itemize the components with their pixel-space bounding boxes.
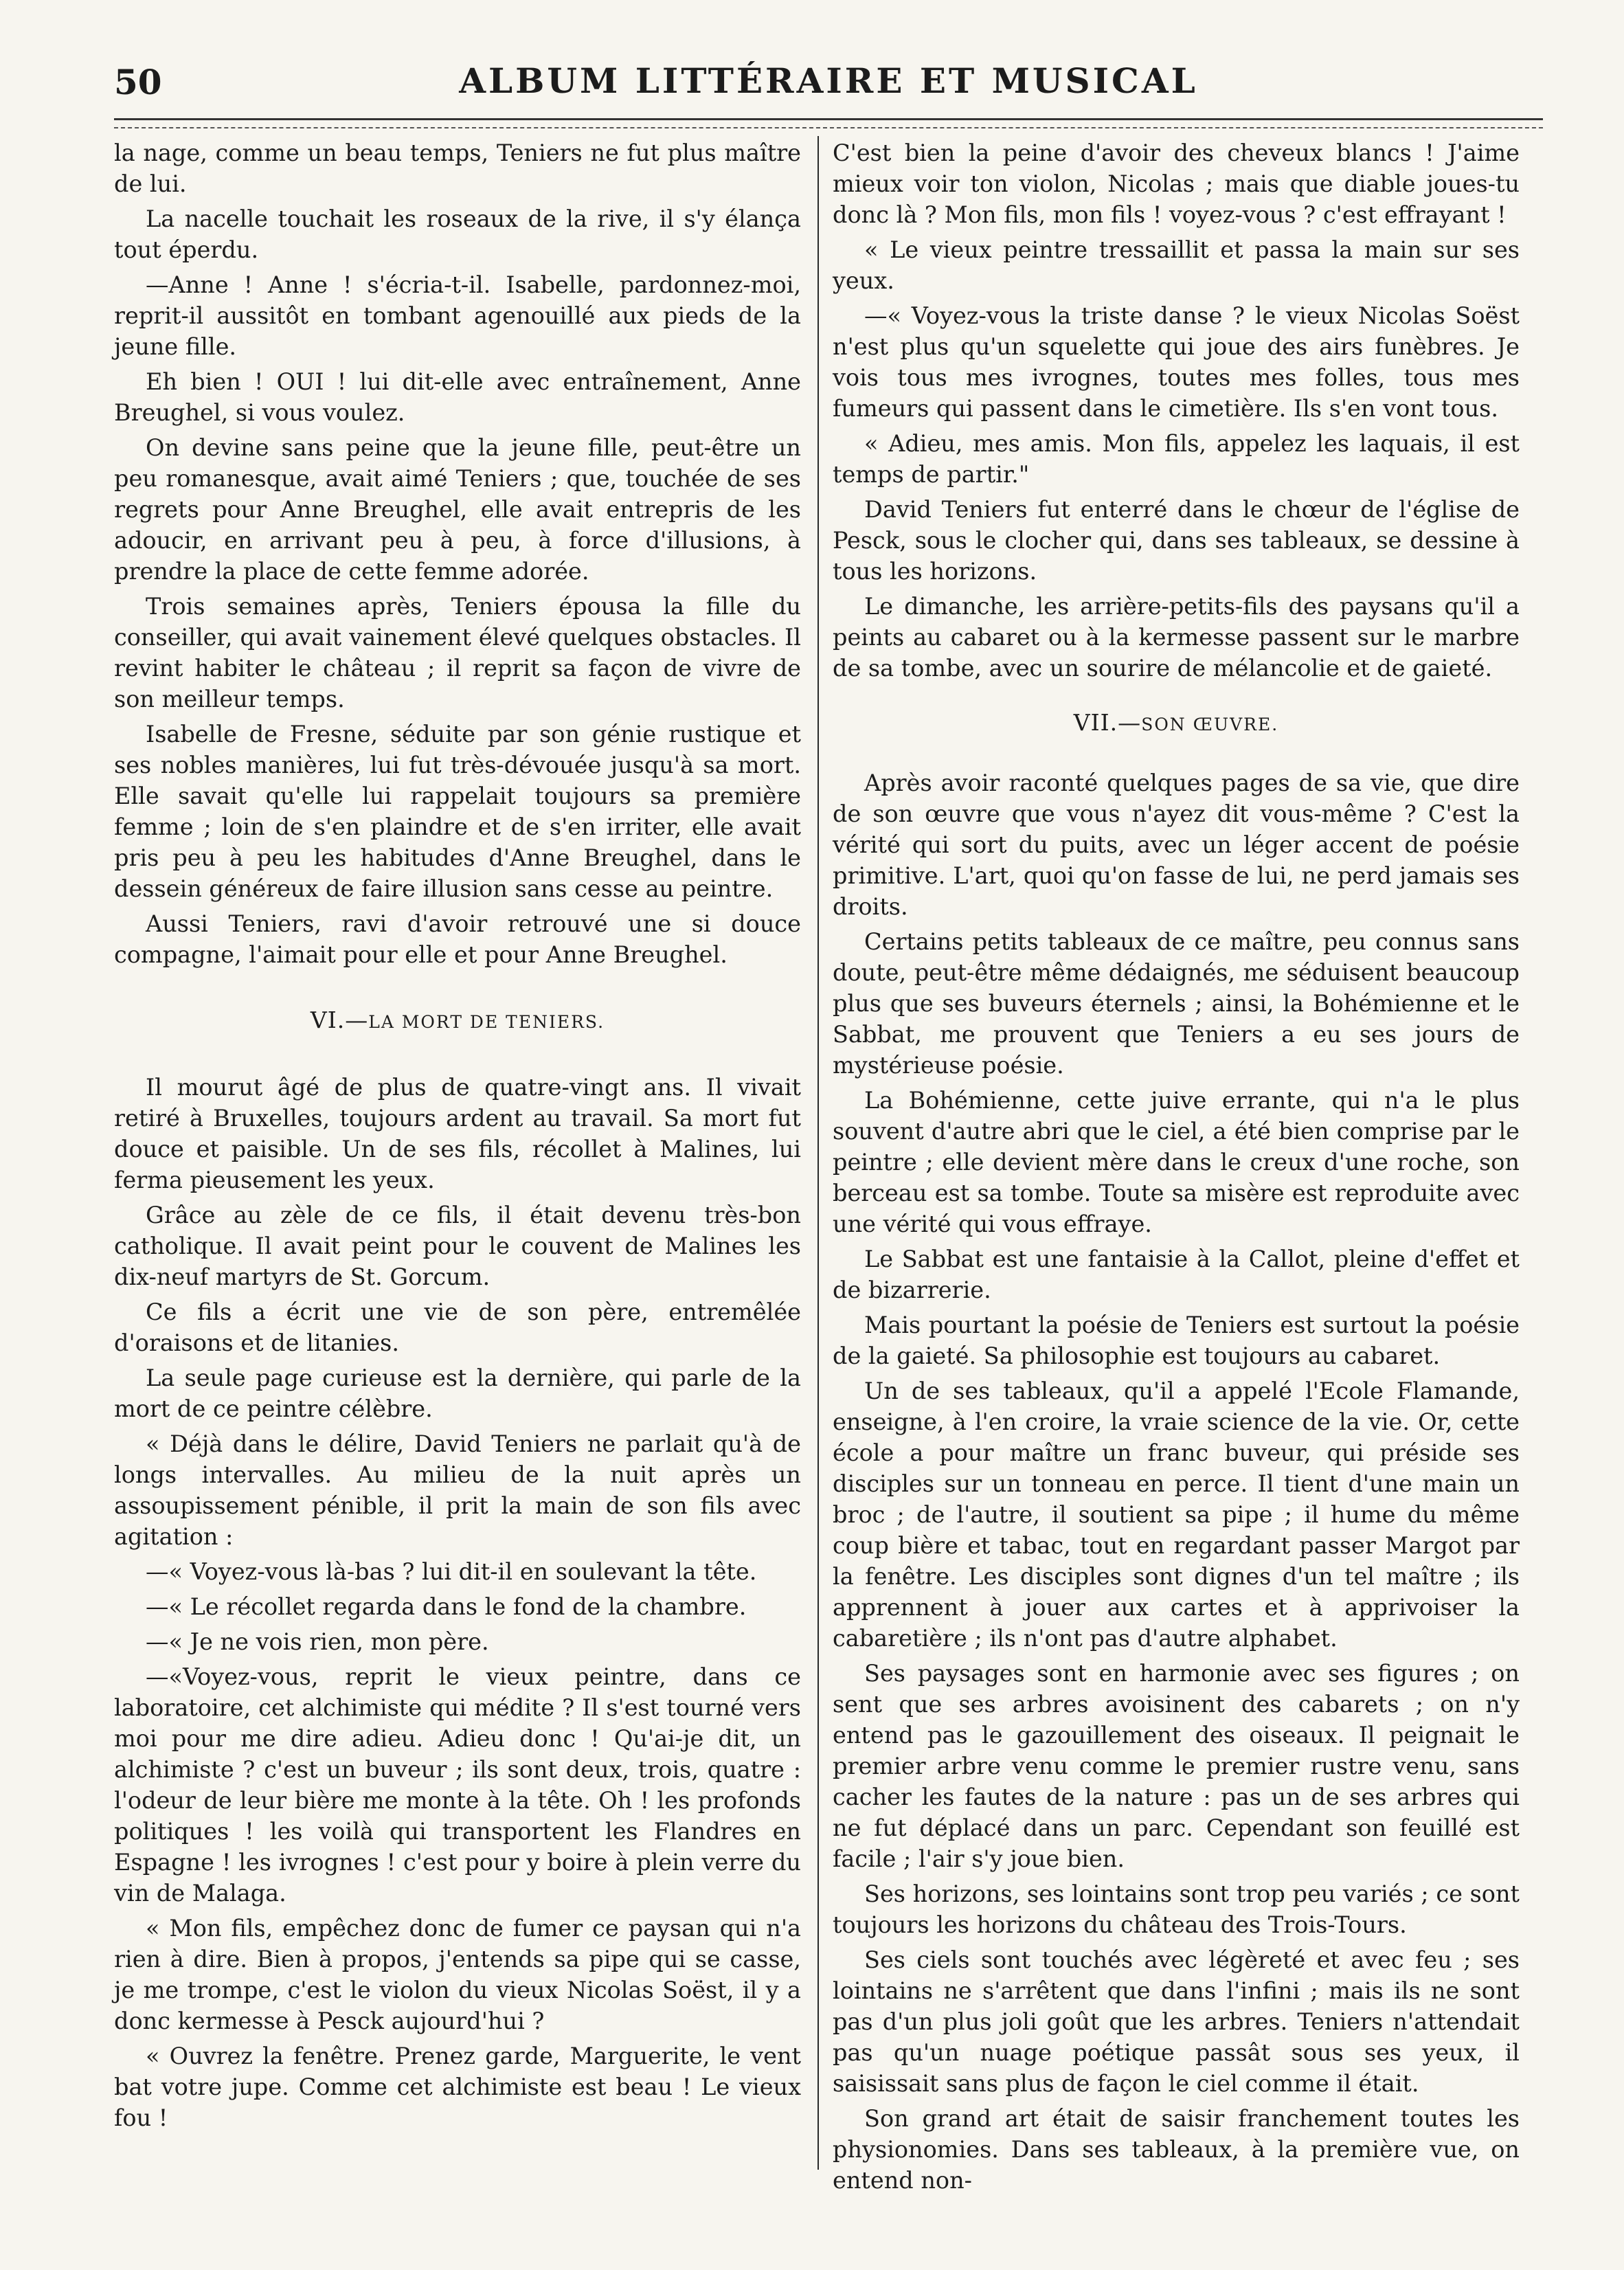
- paragraph: —«Voyez-vous, reprit le vieux peintre, dans ce laboratoire, cet alchimiste qui médite ? Il s'est tourné vers moi pour me dire adieu. Adieu donc ! Qu'ai-je dit, un alchimiste ? c'est un buveur ; ils sont deux, trois, quatre : l'odeur de leur bière me monte à la tête. Oh ! les profonds politiques ! les voilà qui transportent les Flandres en Espagne ! les ivrognes ! c'est pour y boire à plein verre du vin de Malaga.: [114, 1663, 801, 1907]
- paragraph: —Anne ! Anne ! s'écria-t-il. Isabelle, pardonnez-moi, reprit-il aussitôt en tombant agenouillé aux pieds de la jeune fille.: [114, 271, 801, 360]
- paragraph: On devine sans peine que la jeune fille, peut-être un peu romanesque, avait aimé Teniers ; que, touchée de ses regrets pour Anne Breughel, elle avait entrepris de les adoucir, en arrivant peu à peu, à force d'illusions, à prendre la place de cette femme adorée.: [114, 434, 801, 585]
- paragraph: —« Je ne vois rien, mon père.: [146, 1628, 489, 1655]
- paragraph: « Le vieux peintre tressaillit et passa la main sur ses yeux.: [833, 236, 1520, 294]
- section-number: VI.—: [310, 1007, 369, 1033]
- section-number: VII.—: [1073, 709, 1142, 736]
- paragraph: Après avoir raconté quelques pages de sa vie, que dire de son œuvre que vous n'ayez dit vous-même ? C'est la vérité qui sort du puits, avec un léger accent de poésie primitive. L'art, quoi qu'on fasse de lui, ne perd jamais ses droits.: [833, 769, 1520, 920]
- paragraph: « Adieu, mes amis. Mon fils, appelez les laquais, il est temps de partir.": [833, 430, 1520, 488]
- paragraph: C'est bien la peine d'avoir des cheveux blancs ! J'aime mieux voir ton violon, Nicolas ; mais que diable joues-tu donc là ? Mon fils, mon fils ! voyez-vous ? c'est effrayant !: [833, 139, 1520, 228]
- paragraph: « Déjà dans le délire, David Teniers ne parlait qu'à de longs intervalles. Au milieu de la nuit après un assoupissement pénible, il prit la main de son fils avec agitation :: [114, 1430, 801, 1550]
- paragraph: Le Sabbat est une fantaisie à la Callot, pleine d'effet et de bizarrerie.: [833, 1246, 1520, 1303]
- paragraph: Un de ses tableaux, qu'il a appelé l'Ecole Flamande, enseigne, à l'en croire, la vraie science de la vie. Or, cette école a pour maître un franc buveur, qui préside ses disciples sur un tonneau en perce. Il tient d'une main un broc ; de l'autre, il soutient sa pipe ; il hume du même coup bière et tabac, tout en regardant passer Margot par la fenêtre. Les disciples sont dignes d'un tel maître ; ils apprennent à jouer aux cartes et à apprivoiser la cabaretière ; ils n'ont pas d'autre alphabet.: [833, 1378, 1520, 1652]
- paragraph: Ce fils a écrit une vie de son père, entremêlée d'oraisons et de litanies.: [114, 1299, 801, 1356]
- section-heading-vii: [833, 707, 1520, 740]
- paragraph: —« Voyez-vous là-bas ? lui dit-il en soulevant la tête.: [146, 1558, 757, 1585]
- paragraph: La nacelle touchait les roseaux de la rive, il s'y élança tout éperdu.: [114, 205, 801, 263]
- paragraph: La Bohémienne, cette juive errante, qui n'a le plus souvent d'autre abri que le ciel, a été bien comprise par le peintre ; elle devient mère dans le creux d'une roche, son berceau est sa tombe. Toute sa misère est reproduite avec une vérité qui vous effraye.: [833, 1087, 1520, 1237]
- paragraph: David Teniers fut enterré dans le chœur de l'église de Pesck, sous le clocher qui, dans ses tableaux, se dessine à tous les horizons.: [833, 496, 1520, 585]
- paragraph: « Mon fils, empêchez donc de fumer ce paysan qui n'a rien à dire. Bien à propos, j'entends sa pipe qui se casse, je me trompe, c'est le violon du vieux Nicolas Soëst, il y a donc kermesse à Pesck aujourd'hui ?: [114, 1915, 801, 2034]
- right-column: [833, 137, 1520, 2200]
- paragraph: —« Voyez-vous la triste danse ? le vieux Nicolas Soëst n'est plus qu'un squelette qui joue des airs funèbres. Je vois tous mes ivrognes, toutes mes folles, tous mes fumeurs qui passent dans le cimetière. Ils s'en vont tous.: [833, 302, 1520, 422]
- paragraph: Eh bien ! OUI ! lui dit-elle avec entraînement, Anne Breughel, si vous voulez.: [114, 368, 801, 426]
- paragraph: Ses paysages sont en harmonie avec ses figures ; on sent que ses arbres avoisinent des cabarets ; on n'y entend pas le gazouillement des oiseaux. Il peignait le premier arbre venu comme le premier rustre venu, sans cacher les fautes de la nature : pas un de ses arbres qui ne fut déplacé dans un parc. Cependant son feuillé est facile ; l'air s'y joue bien.: [833, 1660, 1520, 1872]
- section-title: SON ŒUVRE.: [1141, 715, 1279, 734]
- paragraph: Isabelle de Fresne, séduite par son génie rustique et ses nobles manières, lui fut très-dévouée jusqu'à sa mort. Elle savait qu'elle lui rappelait toujours sa première femme ; loin de s'en plaindre et de s'en irriter, elle avait pris peu à peu les habitudes d'Anne Breughel, dans le dessein généreux de faire illusion sans cesse au peintre.: [114, 721, 801, 902]
- paragraph: Ses ciels sont touchés avec légèreté et avec feu ; ses lointains ne s'arrêtent que dans l'infini ; mais ils ne sont pas d'un plus joli goût que les arbres. Teniers n'attendait pas qu'un nuage poétique passât sous ses yeux, il saisissait sans plus de façon le ciel comme il était.: [833, 1946, 1520, 2097]
- paragraph: Son grand art était de saisir franchement toutes les physionomies. Dans ses tableaux, à la première vue, on entend non-: [833, 2105, 1520, 2194]
- paragraph: —« Le récollet regarda dans le fond de la chambre.: [146, 1593, 747, 1620]
- paragraph: Il mourut âgé de plus de quatre-vingt ans. Il vivait retiré à Bruxelles, toujours ardent au travail. Sa mort fut douce et paisible. Un de ses fils, récollet à Malines, lui ferma pieusement les yeux.: [114, 1074, 801, 1193]
- paragraph: la nage, comme un beau temps, Teniers ne fut plus maître de lui.: [114, 139, 801, 197]
- left-column: [114, 137, 801, 2137]
- paragraph: Trois semaines après, Teniers épousa la fille du conseiller, qui avait vainement élevé quelques obstacles. Il revint habiter le château ; il reprit sa façon de vivre de son meilleur temps.: [114, 593, 801, 712]
- section-heading-vi: [114, 1004, 801, 1037]
- paragraph: La seule page curieuse est la dernière, qui parle de la mort de ce peintre célèbre.: [114, 1364, 801, 1422]
- journal-title: ALBUM LITTÉRAIRE ET MUSICAL: [459, 60, 1198, 101]
- paragraph: Mais pourtant la poésie de Teniers est surtout la poésie de la gaieté. Sa philosophie est toujours au cabaret.: [833, 1312, 1520, 1369]
- section-title: LA MORT DE TENIERS.: [368, 1012, 605, 1032]
- paragraph: Ses horizons, ses lointains sont trop peu variés ; ce sont toujours les horizons du château des Trois-Tours.: [833, 1880, 1520, 1938]
- paragraph: Grâce au zèle de ce fils, il était devenu très-bon catholique. Il avait peint pour le couvent de Malines les dix-neuf martyrs de St. Gorcum.: [114, 1202, 801, 1290]
- paragraph: Certains petits tableaux de ce maître, peu connus sans doute, peut-être même dédaignés, me séduisent beaucoup plus que ses buveurs éternels ; ainsi, la Bohémienne et le Sabbat, me prouvent que Teniers a eu ses jours de mystérieuse poésie.: [833, 928, 1520, 1079]
- page-header: [114, 60, 1543, 115]
- paragraph: « Ouvrez la fenêtre. Prenez garde, Marguerite, le vent bat votre jupe. Comme cet alchimiste est beau ! Le vieux fou !: [114, 2043, 801, 2131]
- header-rule: [114, 118, 1543, 128]
- page-number: 50: [114, 62, 162, 102]
- paragraph: Aussi Teniers, ravi d'avoir retrouvé une si douce compagne, l'aimait pour elle et pour Anne Breughel.: [114, 910, 801, 968]
- paragraph: Le dimanche, les arrière-petits-fils des paysans qu'il a peints au cabaret ou à la kermesse passent sur le marbre de sa tombe, avec un sourire de mélancolie et de gaieté.: [833, 593, 1520, 682]
- column-divider: [817, 136, 819, 2170]
